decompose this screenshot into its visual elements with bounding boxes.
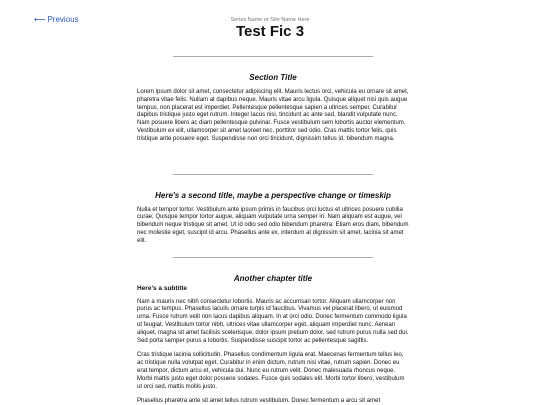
- series-name: Series Name or Site Name Here: [230, 17, 310, 23]
- section-subtitle: Here's a subtitle: [137, 284, 187, 292]
- paragraph: Phasellus pharetra ante sit amet tellus rutrum vestibulum. Donec fermentum a arcu sit amet: [137, 398, 381, 405]
- section-2: [137, 191, 409, 246]
- page-title: Test Fic 3: [235, 23, 305, 40]
- section-3: [137, 274, 409, 405]
- section-title: Another chapter title: [233, 273, 313, 283]
- paragraph: Nam a mauris nec nibh consectetur lobortis. Mauris ac accumsan tortor. Aliquam ullamcorper non purus ac tempus. Phasellus iaculis ornare turpis id faucibus. Vivamus vel placerat libero, ut euismod urna. Fusce rutrum velit non lacus dapibus aliquam. In at orci odio. Donec fermentum commodo ligula ut feugiat. Vestibulum tortor nibh, ultrices vitae ullamcorper eget, aliquam imperdiet nunc. Aenean aliquet, magna sit amet facilisis scelerisque, dolor ipsum pretium dolor, sed rutrum purus nulla sed dui. Sed porta semper purus a lobortis. Suspendisse suscipit tortor ac pellentesque sagittis.: [137, 298, 409, 344]
- section-title: Section Title: [249, 73, 297, 82]
- section-title: Here's a second title, maybe a perspective change or timeskip: [155, 190, 391, 200]
- paragraph: Nulla et tempor tortor. Vestibulum ante ipsum primis in faucibus orci luctus et ultrices posuere cubilia curae; Quisque tempor tortor augue, aliquam vulputate urna semper in. Nam aliquam est augue, vel bibendum neque tristique sit amet. Ut id odio sed odio bibendum pharetra. Etiam eros diam, bibendum nec molestie eget, suscipit id arcu. Phasellus ante ex, interdum at dignissim sit amet, lacinia sit amet elit.: [137, 206, 409, 244]
- story-content: [137, 56, 409, 405]
- previous-label: Previous: [47, 15, 79, 24]
- section-divider: [173, 257, 373, 258]
- left-arrow-icon: ⟵: [34, 15, 46, 24]
- section-1: [137, 73, 409, 144]
- section-divider: [173, 174, 373, 175]
- paragraph: Lorem ipsum dolor sit amet, consectetur adipiscing elit. Mauris lectus orci, vehicula eu ornare sit amet, pharetra vitae felis. Nullam at dapibus neque. Mauris vitae arcu ligula. Quisque aliquet nisi quis augue tempus, non placerat est imperdiet. Pellentesque pellentesque sapien a ultrices semper. Curabitur dapibus tristique justo eget rutrum. Integer lacus nisi, tincidunt ac ante sed, blandit vulputate nunc. Nam posuere libero ac diam pellentesque pulvinar. Fusce vestibulum sem lobortis auctor elementum. Vestibulum ex elit, ullamcorper sit amet laoreet nec, porttitor sed odio. Cras mattis tortor felis, quis tristique ante posuere eget. Suspendisse non orci tincidunt, dignissim tellus id, bibendum magna.: [137, 89, 409, 142]
- paragraph: Cras tristique lacinia sollicitudin. Phasellus condimentum ligula erat. Maecenas fermentum tellus leo, ac tristique nulla volutpat eget. Curabitur in enim dictum, rutrum nisi vitae, rutrum sapien. Donec eu erat tempor, dictum arcu et, vehicula dui. Nunc eu rutrum velit. Donec malesuada rhoncus neque. Morbi mattis justo eget dolor posuere sodales. Fusce quis sodales elit. Morbi tortor libero, vestibulum ut orci sed, mattis mollis justo.: [137, 352, 405, 390]
- section-divider: [173, 56, 373, 57]
